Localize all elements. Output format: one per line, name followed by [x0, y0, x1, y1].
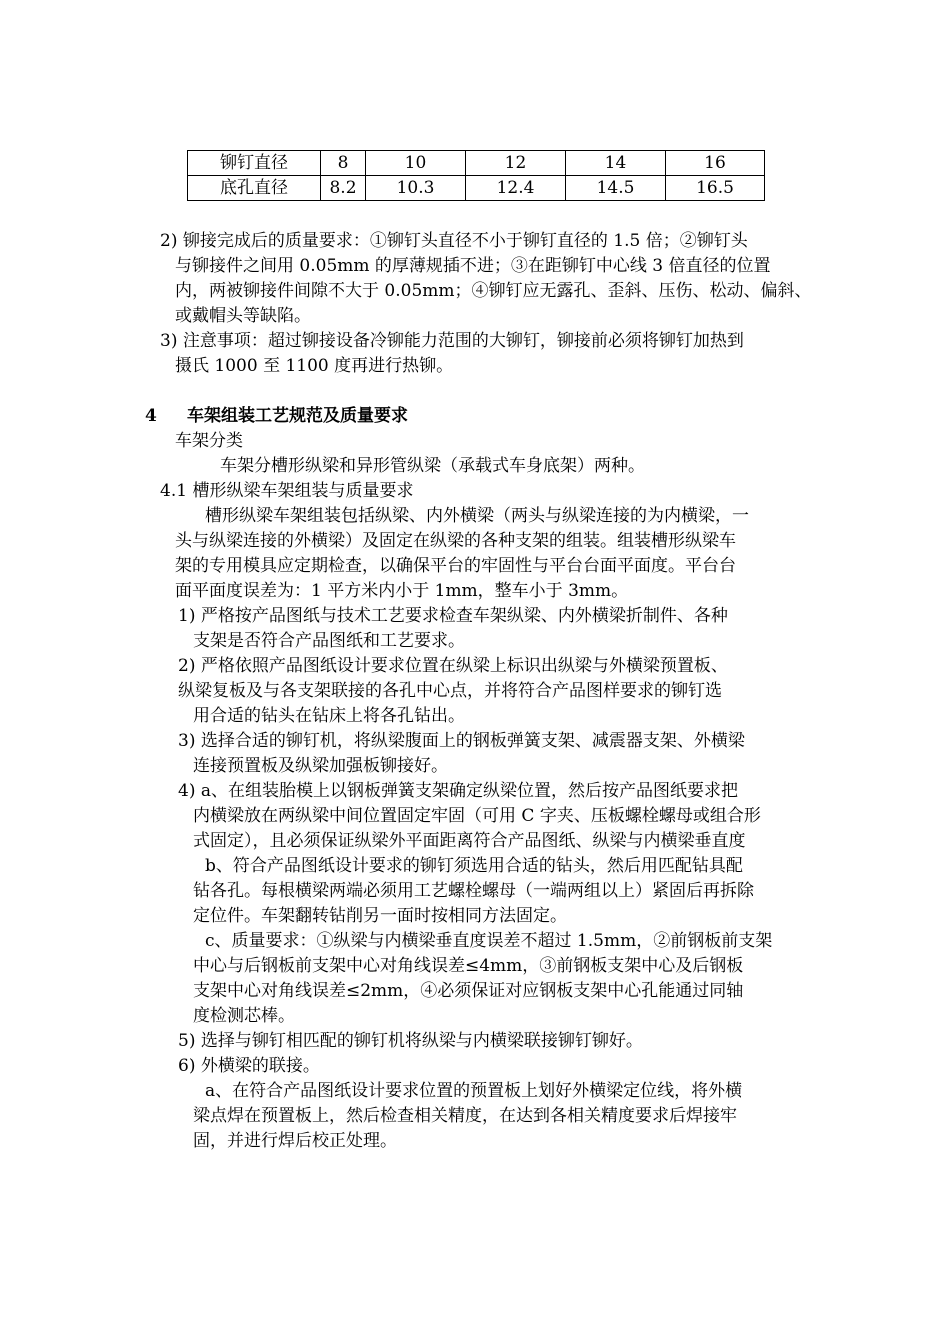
- item4a-line: 式固定），且必须保证纵梁外平面距离符合产品图纸、纵梁与内横梁垂直度: [193, 831, 746, 851]
- table-cell: 10.3: [366, 176, 466, 201]
- item4b-line: 定位件。车架翻转钻削另一面时按相同方法固定。: [193, 906, 567, 926]
- category-heading: 车架分类: [175, 431, 243, 451]
- item6a-line: 梁点焊在预置板上，然后检查相关精度，在达到各相关精度要求后焊接牢: [193, 1106, 737, 1126]
- row-label: 铆钉直径: [188, 151, 321, 176]
- item2-line: 纵梁复板及与各支架联接的各孔中心点，并将符合产品图样要求的铆钉选: [178, 681, 722, 701]
- table-cell: 12: [466, 151, 566, 176]
- table-cell: 14: [566, 151, 666, 176]
- item4c-line: c、质量要求：①纵梁与内横梁垂直度误差不超过 1.5mm，②前钢板前支架: [205, 931, 773, 951]
- item4a-line: 内横梁放在两纵梁中间位置固定牢固（可用 C 字夹、压板螺栓螺母或组合形: [193, 806, 761, 826]
- intro-line: 面平面度误差为：1 平方米内小于 1mm，整车小于 3mm。: [175, 581, 629, 601]
- table-cell: 14.5: [566, 176, 666, 201]
- section-number: 4: [145, 406, 157, 426]
- quality-line: 内，两被铆接件间隙不大于 0.05mm；④铆钉应无露孔、歪斜、压伤、松动、偏斜、: [175, 281, 812, 301]
- table-row: [188, 176, 765, 201]
- item5-line: 5) 选择与铆钉相匹配的铆钉机将纵梁与内横梁联接铆钉铆好。: [178, 1031, 643, 1051]
- table-cell: 16.5: [666, 176, 765, 201]
- intro-line: 架的专用模具应定期检查，以确保平台的牢固性与平台台面平面度。平台台: [175, 556, 736, 576]
- table-cell: 12.4: [466, 176, 566, 201]
- quality-line: 2) 铆接完成后的质量要求：①铆钉头直径不小于铆钉直径的 1.5 倍；②铆钉头: [160, 231, 748, 251]
- sub-heading: 4.1 槽形纵梁车架组装与质量要求: [160, 481, 414, 501]
- quality-line: 与铆接件之间用 0.05mm 的厚薄规插不进；③在距铆钉中心线 3 倍直径的位置: [175, 256, 771, 276]
- intro-line: 槽形纵梁车架组装包括纵梁、内外横梁（两头与纵梁连接的为内横梁，一: [205, 506, 749, 526]
- item3-line: 连接预置板及纵梁加强板铆接好。: [193, 756, 448, 776]
- rivet-diameter-table: [187, 150, 765, 201]
- table-cell: 10: [366, 151, 466, 176]
- item2-line: 2) 严格依照产品图纸设计要求位置在纵梁上标识出纵梁与外横梁预置板、: [178, 656, 728, 676]
- item2-line: 用合适的钻头在钻床上将各孔钻出。: [193, 706, 465, 726]
- category-text: 车架分槽形纵梁和异形管纵梁（承载式车身底架）两种。: [220, 456, 645, 476]
- item4b-line: b、符合产品图纸设计要求的铆钉须选用合适的钻头，然后用匹配钻具配: [205, 856, 743, 876]
- item6-line: 6) 外横梁的联接。: [178, 1056, 320, 1076]
- item6a-line: 固，并进行焊后校正处理。: [193, 1131, 397, 1151]
- notes-line: 摄氏 1000 至 1100 度再进行热铆。: [175, 356, 454, 376]
- section-title: 车架组装工艺规范及质量要求: [187, 406, 408, 426]
- table-cell: 8.2: [321, 176, 366, 201]
- item4b-line: 钻各孔。每根横梁两端必须用工艺螺栓螺母（一端两组以上）紧固后再拆除: [193, 881, 754, 901]
- item4c-line: 支架中心对角线误差≤2mm，④必须保证对应钢板支架中心孔能通过同轴: [193, 981, 744, 1001]
- item4c-line: 度检测芯棒。: [193, 1006, 295, 1026]
- item6a-line: a、在符合产品图纸设计要求位置的预置板上划好外横梁定位线，将外横: [205, 1081, 743, 1101]
- row-label: 底孔直径: [188, 176, 321, 201]
- table-row: [188, 151, 765, 176]
- quality-line: 或戴帽头等缺陷。: [175, 306, 311, 326]
- table-cell: 16: [666, 151, 765, 176]
- item3-line: 3) 选择合适的铆钉机，将纵梁腹面上的钢板弹簧支架、减震器支架、外横梁: [178, 731, 745, 751]
- item4c-line: 中心与后钢板前支架中心对角线误差≤4mm，③前钢板支架中心及后钢板: [193, 956, 744, 976]
- item4a-line: 4) a、在组装胎模上以钢板弹簧支架确定纵梁位置，然后按产品图纸要求把: [178, 781, 738, 801]
- notes-line: 3) 注意事项：超过铆接设备冷铆能力范围的大铆钉，铆接前必须将铆钉加热到: [160, 331, 744, 351]
- item1-line: 1) 严格按产品图纸与技术工艺要求检查车架纵梁、内外横梁折制件、各种: [178, 606, 728, 626]
- item1-line: 支架是否符合产品图纸和工艺要求。: [193, 631, 465, 651]
- intro-line: 头与纵梁连接的外横梁）及固定在纵梁的各种支架的组装。组装槽形纵梁车: [175, 531, 736, 551]
- table-cell: 8: [321, 151, 366, 176]
